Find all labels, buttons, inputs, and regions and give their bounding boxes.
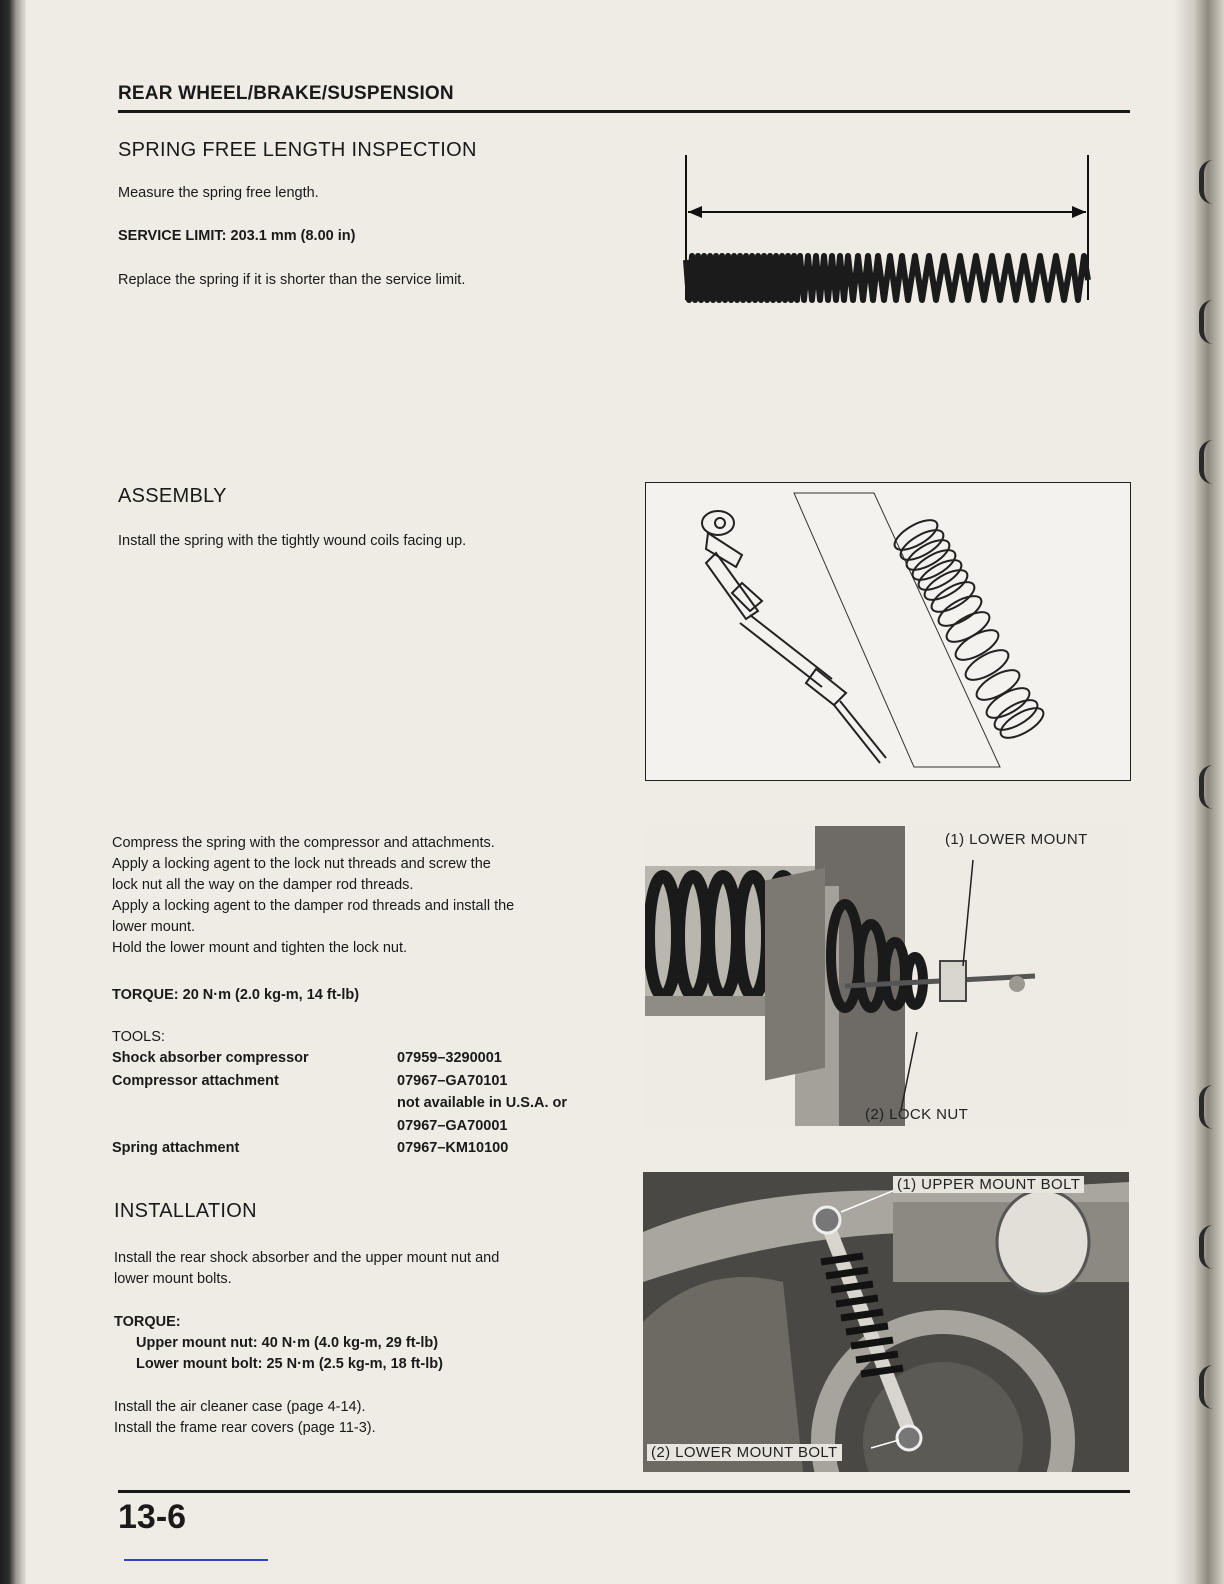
assembly-step-line: lock nut all the way on the damper rod threads. (112, 877, 414, 893)
section-title-assembly: ASSEMBLY (118, 485, 227, 507)
tools-table (112, 1048, 627, 1160)
index-tab-mark (1199, 300, 1216, 344)
installation-text-line: Install the rear shock absorber and the upper mount nut and (114, 1250, 500, 1266)
tool-number: 07967–GA70001 (397, 1117, 508, 1134)
index-tab-mark (1199, 160, 1216, 204)
tool-name: Compressor attachment (112, 1072, 279, 1089)
index-tab-mark (1199, 440, 1216, 484)
installed-shock-photo (643, 1172, 1129, 1472)
tool-number: 07967–GA70101 (397, 1072, 508, 1089)
index-tab-mark (1199, 1085, 1216, 1129)
compressor-photo (645, 826, 1129, 1128)
tool-number: 07959–3290001 (397, 1050, 502, 1066)
section-title-spring-free-length: SPRING FREE LENGTH INSPECTION (118, 139, 477, 161)
installation-torque-label: TORQUE: (114, 1314, 181, 1330)
installation-text-line: lower mount bolts. (114, 1271, 232, 1287)
torque-lower-mount-bolt: Lower mount bolt: 25 N·m (2.5 kg-m, 18 ft-lb) (136, 1356, 443, 1372)
tool-name: Shock absorber compressor (112, 1050, 309, 1066)
page-header-title: REAR WHEEL/BRAKE/SUSPENSION (118, 83, 454, 104)
assembly-step-line: Compress the spring with the compressor and attachments. (112, 835, 495, 851)
assembly-torque: TORQUE: 20 N·m (2.0 kg-m, 14 ft-lb) (112, 987, 360, 1003)
assembly-step-line: Apply a locking agent to the damper rod threads and install the (112, 898, 515, 914)
page-edge-shadow (1174, 0, 1224, 1584)
tool-number: not available in U.S.A. or (397, 1095, 568, 1111)
callout-lock-nut: (2) LOCK NUT (865, 1106, 969, 1123)
callout-lower-mount-bolt: (2) LOWER MOUNT BOLT (647, 1444, 842, 1461)
assembly-steps (112, 833, 624, 959)
replace-instruction: Replace the spring if it is shorter than the service limit. (118, 272, 466, 288)
service-limit: SERVICE LIMIT: 203.1 mm (8.00 in) (118, 228, 356, 244)
page-number: 13-6 (118, 1498, 187, 1536)
page-binding-shadow (0, 0, 26, 1584)
header-rule (118, 110, 1130, 113)
shock-and-spring-drawing (646, 483, 1130, 780)
index-tab-mark (1199, 1225, 1216, 1269)
callout-upper-mount-bolt: (1) UPPER MOUNT BOLT (893, 1176, 1084, 1193)
tool-number: 07967–KM10100 (397, 1140, 509, 1156)
index-tab-mark (1199, 765, 1216, 809)
index-tab-mark (1199, 1365, 1216, 1409)
assembly-diagram-box (645, 482, 1131, 781)
torque-upper-mount-nut: Upper mount nut: 40 N·m (4.0 kg-m, 29 ft-lb) (136, 1335, 439, 1351)
section-title-installation: INSTALLATION (114, 1200, 257, 1222)
measure-instruction: Measure the spring free length. (118, 185, 319, 201)
tools-label: TOOLS: (112, 1029, 165, 1045)
installed-shock-photo-drawing (643, 1172, 1129, 1472)
installation-final-steps (114, 1397, 376, 1439)
footer-rule (118, 1490, 1130, 1493)
underline-mark (124, 1559, 268, 1561)
installation-text (114, 1248, 626, 1290)
installation-final-line: Install the frame rear covers (page 11-3). (114, 1420, 376, 1436)
callout-lower-mount: (1) LOWER MOUNT (945, 831, 1088, 848)
tool-name (112, 1116, 397, 1138)
installation-final-line: Install the air cleaner case (page 4-14). (114, 1399, 366, 1415)
install-spring-instruction: Install the spring with the tightly wound coils facing up. (118, 533, 467, 549)
tool-name: Spring attachment (112, 1140, 240, 1156)
installation-torque-values (114, 1333, 443, 1375)
assembly-step-line: lower mount. (112, 919, 196, 935)
spring-length-figure (670, 150, 1100, 340)
compressor-photo-drawing (645, 826, 1129, 1128)
tool-name (112, 1093, 397, 1115)
assembly-step-line: Hold the lower mount and tighten the lock nut. (112, 940, 408, 956)
assembly-step-line: Apply a locking agent to the lock nut threads and screw the (112, 856, 491, 872)
